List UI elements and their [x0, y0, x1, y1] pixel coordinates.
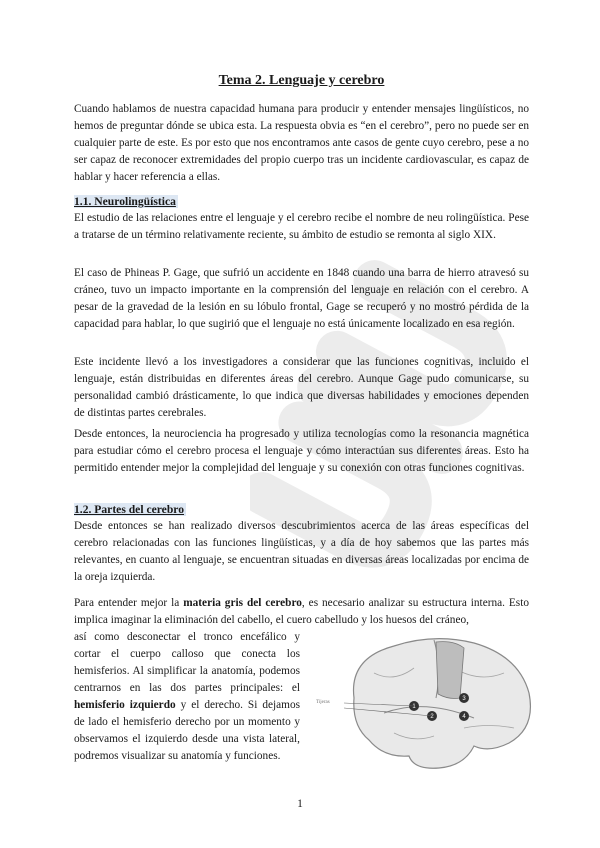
document-title: Tema 2. Lenguaje y cerebro: [218, 73, 385, 88]
brain-figure: [314, 628, 544, 778]
paragraph: El caso de Phineas P. Gage, que sufrió un accidente en 1848 cuando una barra de hierro atravesó su cráneo, tuvo un impacto importante en la comprensión del lenguaje en relación con el cerebro. A pesar de la gravedad de la lesión en su lóbulo frontal, Gage se recuperó y no mostró pérdida de la capacidad para hablar, lo que sugirió que el lenguaje no está únicamente localizado en esa región.: [74, 267, 529, 330]
paragraph: El estudio de las relaciones entre el lenguaje y el cerebro recibe el nombre de neu rolingüística. Pese a tratarse de un término relativamente reciente, su ámbito de estudio se remonta al siglo XIX.: [74, 212, 529, 241]
figure-label: Tijeras: [316, 700, 330, 705]
paragraph-wrapped: así como desconectar el tronco encefálico y cortar el cuerpo calloso que conecta los hemisferios. Al simplificar la anatomía, podemos centrarnos en las dos partes principales: el hemisferio izquierdo y el derecho. Si dejamos de lado el hemisferio derecho por un momento y observamos el izquierdo desde una vista lateral, podremos visualizar su anatomía y funciones.: [74, 631, 300, 762]
paragraph: Este incidente llevó a los investigadores a considerar que las funciones cognitivas, incluido el lenguaje, están distribuidas en diferentes áreas del cerebro. Aunque Gage pudo comunicarse, su personalidad cambió drásticamente, lo que indica que diversas habilidades y emociones dependen de distintas partes cerebrales.: [74, 356, 529, 419]
paragraph: Desde entonces, la neurociencia ha progresado y utiliza tecnologías como la resonancia magnética para estudiar cómo el cerebro procesa el lenguaje y cómo interactúan sus diferentes áreas. Esto ha permitido entender mejor la complejidad del lenguaje y su conexión con otras funciones cognitivas.: [74, 428, 529, 474]
section-neurolinguistica: [74, 194, 529, 209]
intro-paragraph: Cuando hablamos de nuestra capacidad humana para producir y entender mensajes lingüísticos, no hemos de preguntar dónde se ubica esta. La respuesta obvia es “en el cerebro”, pero no puede ser en cualquier parte de este. Es por esto que nos encontramos ante casos de gente cuyo cerebro, pese a no ser capaz de reconocer extremidades del propio cuerpo tras un incidente cardiovascular, es capaz de hablar y hacer referencia a ellas.: [74, 103, 529, 183]
page-number: 1: [297, 798, 303, 810]
section-partes-cerebro: [74, 502, 529, 517]
section-heading: 1.1. Neurolingüística: [74, 195, 176, 208]
marker-label: 1: [412, 704, 416, 710]
paragraph: Desde entonces se han realizado diversos descubrimientos acerca de las áreas específicas del cerebro relacionadas con las funciones lingüísticas, y a día de hoy sabemos que las partes más relevantes, en cuanto al lenguaje, se encuentran situadas en diversas áreas localizadas por encima de la oreja izquierda.: [74, 520, 529, 583]
marker-label: 3: [462, 696, 466, 702]
marker-label: 4: [462, 714, 466, 720]
marker-label: 2: [430, 714, 434, 720]
section-heading: 1.2. Partes del cerebro: [74, 503, 184, 516]
paragraph: Para entender mejor la materia gris del cerebro, es necesario analizar su estructura interna. Esto implica imaginar la eliminación del cabello, el cuero cabelludo y los huesos del cráneo,: [74, 597, 529, 626]
